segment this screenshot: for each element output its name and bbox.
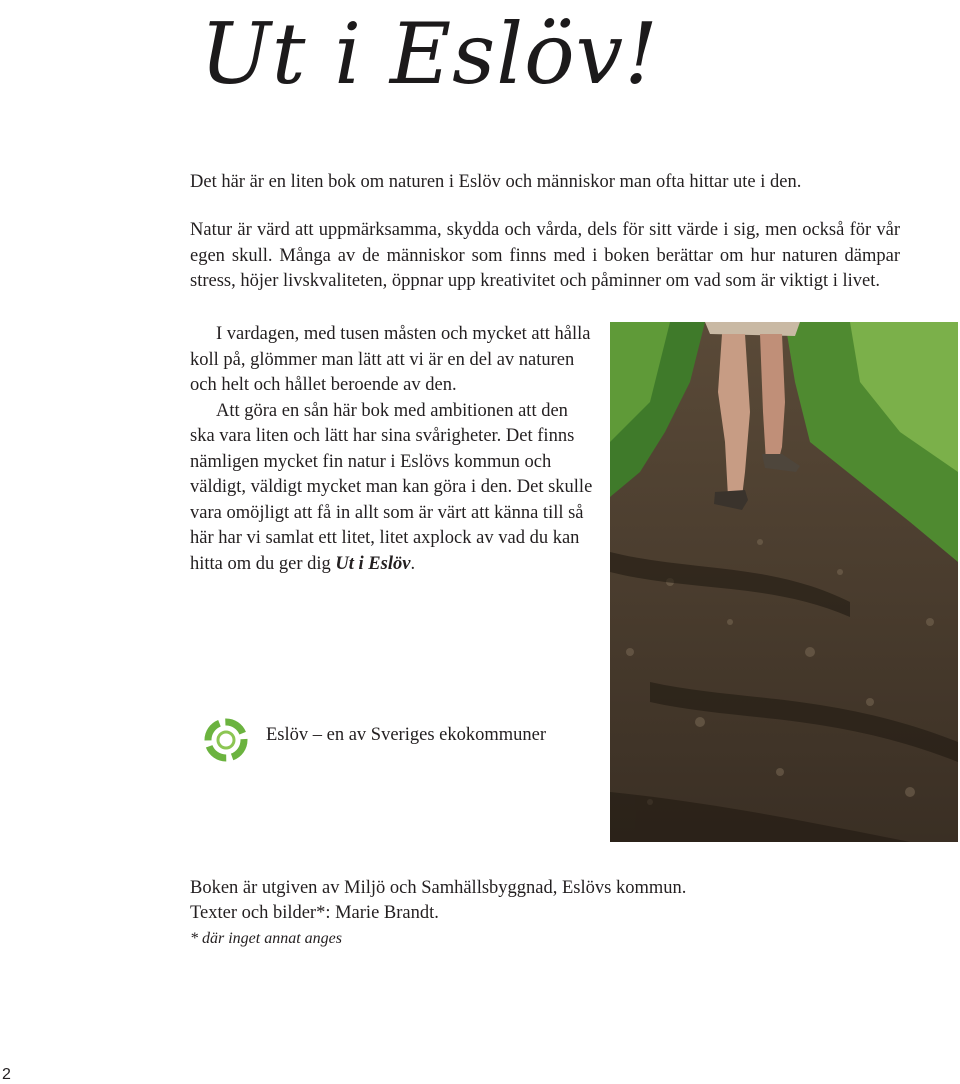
forest-path-photo [610,322,958,842]
credits-line: Texter och bilder*: Marie Brandt. [190,903,439,923]
publisher-line: Boken är utgiven av Miljö och Samhällsbyggnad, Eslövs kommun. [190,878,687,898]
book-title-emphasis: Ut i Eslöv [335,553,411,574]
page-title: Ut i Eslöv! [200,5,659,103]
eco-municipality-logo [200,714,252,766]
forest-path-illustration [610,322,958,842]
publication-info [190,876,686,951]
column-paragraph-1: I vardagen, med tusen måsten och mycket att hålla koll på, glömmer man lätt att vi är en del av naturen och helt och hållet beroende av den. [190,324,591,395]
column-paragraph-2 [190,399,595,578]
column-paragraph-2-text: Att göra en sån här bok med ambitionen att den ska vara liten och lätt har sina svårigheter. Det finns nämligen mycket fin natur i Eslövs kommun och väldigt, väldigt mycket man kan göra i den. Det skulle vara omöjligt att få in allt som är värt att känna till så här har vi samlat ett litet, litet axplock av vad du kan hitta om du ger dig [190,400,593,574]
column-paragraph-2-end: . [410,553,416,574]
logo-caption: Eslöv – en av Sveriges ekokommuner [266,725,547,745]
page-number: 2 [2,1066,11,1083]
body-paragraph: Natur är värd att uppmärksamma, skydda och vårda, dels för sitt värde i sig, men också för vår egen skull. Många av de människor som finns med i boken berättar om hur naturen dämpar stress, höjer livskvaliteten, öppnar upp kreativitet och påminner om vad som är viktigt i livet. [190,220,900,291]
credits-note: * där inget annat anges [190,930,342,947]
column-text [190,322,595,577]
intro-text: Det här är en liten bok om naturen i Eslöv och människor man ofta hittar ute i den. [190,172,802,192]
